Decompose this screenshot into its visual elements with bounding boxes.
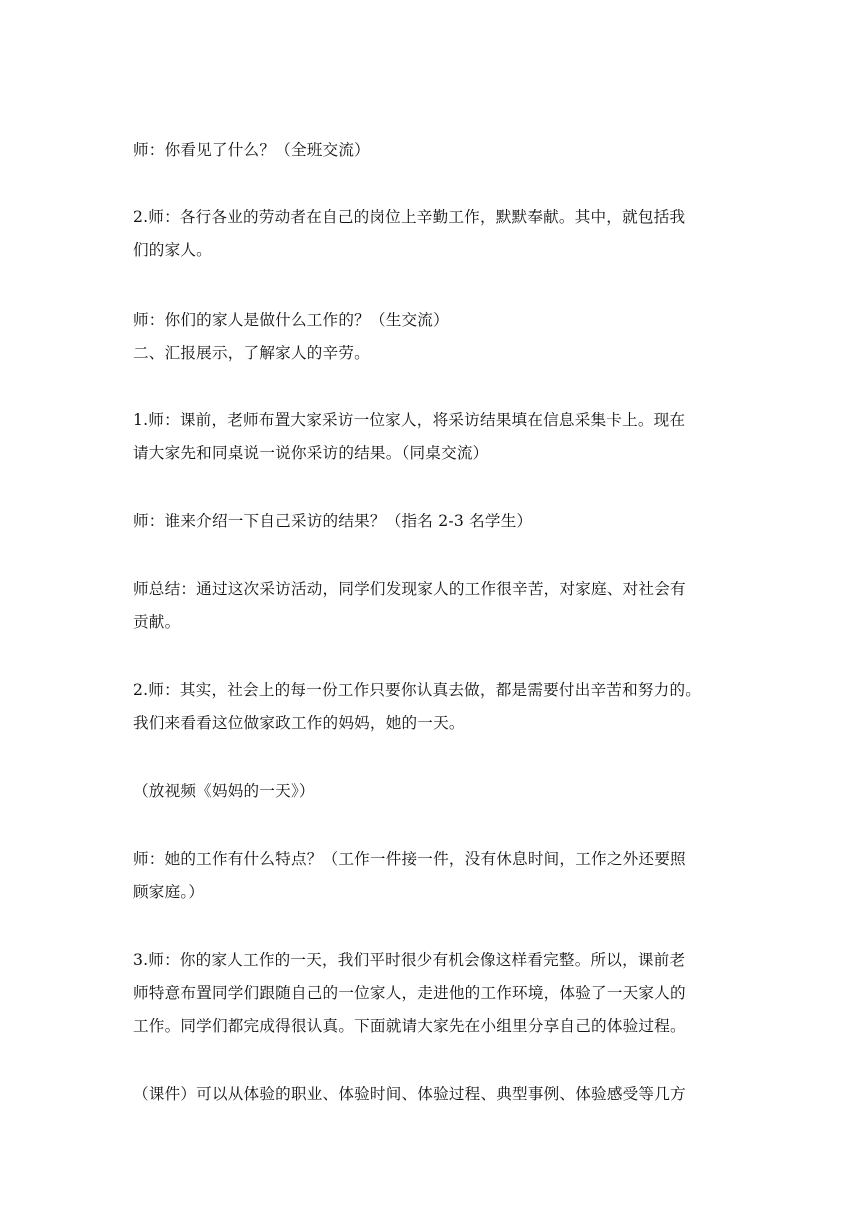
text-line: （放视频《妈妈的一天》）	[133, 782, 315, 800]
text-line: 3.师：你的家人工作的一天，我们平时很少有机会像这样看完整。所以，课前老	[133, 951, 686, 969]
text-line: 师特意布置同学们跟随自己的一位家人，走进他的工作环境，体验了一天家人的	[133, 984, 686, 1002]
text-line: 工作。同学们都完成得很认真。下面就请大家先在小组里分享自己的体验过程。	[133, 1017, 686, 1035]
text-line: 2.师：各行各业的劳动者在自己的岗位上辛勤工作，默默奉献。其中，就包括我	[133, 208, 686, 226]
text-line: 顾家庭。）	[133, 883, 205, 901]
text-line: 请大家先和同桌说一说你采访的结果。（同桌交流）	[133, 444, 489, 462]
section-heading: 二、汇报展示，了解家人的辛劳。	[133, 344, 370, 362]
text-line: 贡献。	[133, 613, 181, 631]
text-line: 2.师：其实，社会上的每一份工作只要你认真去做，都是需要付出辛苦和努力的。	[133, 681, 702, 699]
text-line: 们的家人。	[133, 241, 212, 259]
text-line: 我们来看看这位做家政工作的妈妈，她的一天。	[133, 714, 465, 732]
text-line: （课件）可以从体验的职业、体验时间、体验过程、典型事例、体验感受等几方	[133, 1085, 686, 1103]
text-line: 师：谁来介绍一下自己采访的结果？（指名 2-3 名学生）	[133, 512, 533, 530]
text-line: 师：你们的家人是做什么工作的？（生交流）	[133, 311, 449, 329]
text-line: 师：她的工作有什么特点？（工作一件接一件，没有休息时间，工作之外还要照	[133, 850, 686, 868]
text-line: 师总结：通过这次采访活动，同学们发现家人的工作很辛苦，对家庭、对社会有	[133, 580, 686, 598]
text-line: 1.师：课前，老师布置大家采访一位家人，将采访结果填在信息采集卡上。现在	[133, 411, 686, 429]
text-line: 师：你看见了什么？（全班交流）	[133, 141, 370, 159]
